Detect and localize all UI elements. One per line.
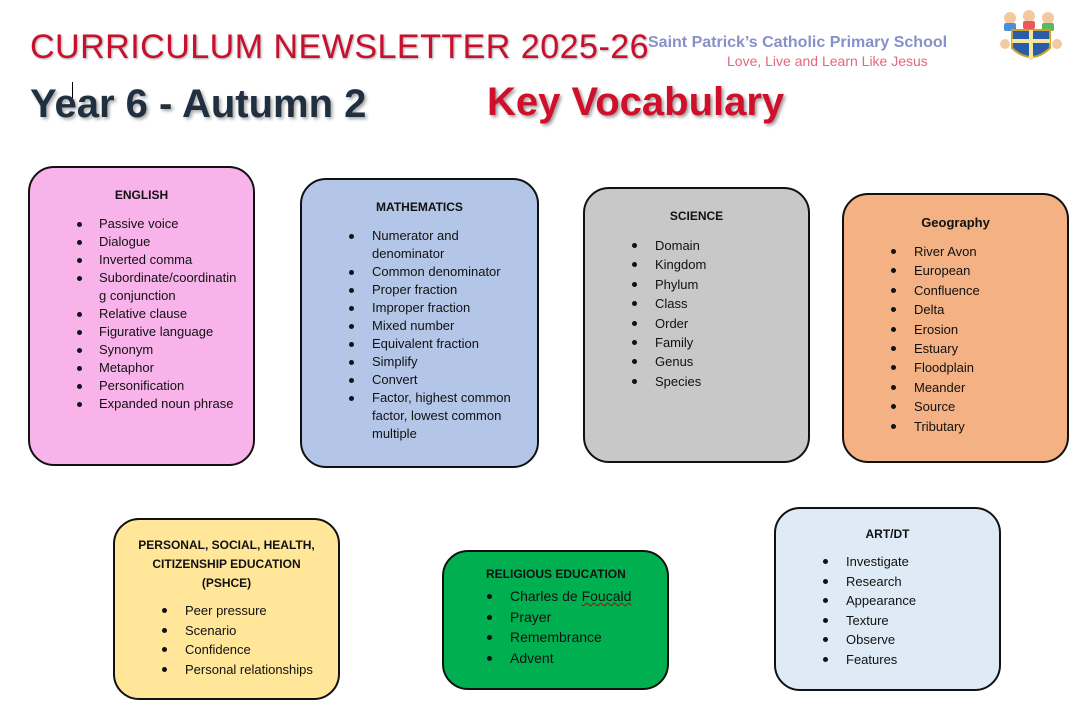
list-item bbox=[776, 611, 999, 631]
bullet-icon bbox=[891, 249, 896, 254]
list-item bbox=[30, 341, 239, 359]
list-item bbox=[30, 251, 239, 269]
list-item bbox=[585, 275, 808, 294]
mathematics-list bbox=[302, 227, 537, 443]
list-item-label: Family bbox=[655, 335, 694, 351]
religious-education-vocabulary-card bbox=[442, 550, 669, 690]
list-item-label: Estuary bbox=[914, 341, 959, 357]
list-item-label: Confidence bbox=[185, 642, 251, 657]
bullet-icon bbox=[162, 647, 167, 652]
list-item-label: Remembrance bbox=[510, 629, 602, 645]
list-item-label: Peer pressure bbox=[185, 603, 267, 618]
list-item-label: Convert bbox=[372, 372, 418, 387]
list-item-label: Observe bbox=[846, 632, 896, 647]
list-item-label: Proper fraction bbox=[372, 282, 458, 297]
list-item-label: Subordinate/coordinating conjunction bbox=[99, 270, 237, 303]
list-item-label: Appearance bbox=[846, 593, 917, 608]
list-item bbox=[844, 378, 1067, 397]
bullet-icon bbox=[77, 330, 82, 335]
bullet-icon bbox=[349, 378, 354, 383]
list-item-label: Confluence bbox=[914, 282, 980, 298]
bullet-icon bbox=[487, 656, 492, 661]
list-item-label: Source bbox=[914, 399, 956, 415]
pshce-list bbox=[115, 601, 338, 679]
list-item bbox=[844, 300, 1067, 319]
list-item-label: Simplify bbox=[372, 354, 418, 369]
list-item bbox=[30, 215, 239, 233]
bullet-icon bbox=[632, 282, 637, 287]
list-item-label: Factor, highest common factor, lowest common multiple bbox=[372, 390, 511, 441]
school-motto: Love, Live and Learn Like Jesus bbox=[727, 53, 928, 69]
list-item bbox=[585, 294, 808, 313]
bullet-icon bbox=[632, 243, 637, 248]
bullet-icon bbox=[349, 270, 354, 275]
list-item bbox=[844, 281, 1067, 300]
bullet-icon bbox=[891, 424, 896, 429]
list-item bbox=[844, 339, 1067, 358]
list-item-label: Passive voice bbox=[99, 216, 179, 231]
list-item bbox=[30, 395, 239, 413]
list-item-label: Equivalent fraction bbox=[372, 336, 479, 351]
art-dt-vocabulary-card bbox=[774, 507, 1001, 691]
list-item bbox=[585, 314, 808, 333]
list-item bbox=[115, 621, 338, 641]
bullet-icon bbox=[891, 385, 896, 390]
list-item bbox=[585, 255, 808, 274]
bullet-icon bbox=[891, 365, 896, 370]
bullet-icon bbox=[632, 301, 637, 306]
list-item bbox=[776, 630, 999, 650]
list-item-label: Scenario bbox=[185, 622, 237, 638]
bullet-icon bbox=[823, 637, 828, 642]
list-item-label: Charles de Foucald bbox=[510, 588, 632, 604]
bullet-icon bbox=[632, 262, 637, 267]
bullet-icon bbox=[162, 628, 167, 633]
bullet-icon bbox=[891, 346, 896, 351]
year-title: Year 6 - Autumn 2 bbox=[30, 82, 367, 126]
bullet-icon bbox=[77, 348, 82, 353]
bullet-icon bbox=[823, 579, 828, 584]
list-item-label: Texture bbox=[846, 612, 889, 628]
english-vocabulary-card bbox=[28, 166, 255, 466]
list-item bbox=[444, 586, 667, 607]
list-item bbox=[844, 397, 1067, 416]
spellcheck-underline: Foucald bbox=[581, 588, 632, 604]
list-item bbox=[115, 640, 338, 660]
bullet-icon bbox=[349, 306, 354, 311]
list-item bbox=[776, 650, 999, 670]
bullet-icon bbox=[77, 222, 82, 227]
list-item bbox=[302, 389, 522, 443]
list-item-label: Order bbox=[655, 315, 689, 331]
geography-vocabulary-card bbox=[842, 193, 1069, 463]
geography-list bbox=[844, 242, 1067, 436]
list-item bbox=[302, 299, 522, 317]
list-item-label: Floodplain bbox=[914, 360, 974, 376]
list-item bbox=[585, 372, 808, 391]
list-item bbox=[444, 627, 667, 648]
religious-education-heading: RELIGIOUS EDUCATION bbox=[486, 567, 626, 581]
bullet-icon bbox=[891, 404, 896, 409]
list-item bbox=[30, 377, 239, 395]
bullet-icon bbox=[823, 657, 828, 662]
list-item bbox=[776, 591, 999, 611]
bullet-icon bbox=[349, 342, 354, 347]
list-item-label: Improper fraction bbox=[372, 300, 471, 315]
list-item-label: Research bbox=[846, 573, 902, 589]
list-item-label: Delta bbox=[914, 302, 945, 318]
list-item bbox=[585, 236, 808, 255]
list-item-label: Common denominator bbox=[372, 264, 501, 279]
religious-education-list bbox=[444, 586, 667, 668]
list-item bbox=[302, 371, 522, 389]
list-item-label: Inverted comma bbox=[99, 252, 193, 267]
list-item-label: River Avon bbox=[914, 244, 977, 259]
list-item bbox=[302, 263, 522, 281]
list-item bbox=[444, 648, 667, 669]
bullet-icon bbox=[891, 307, 896, 312]
list-item bbox=[30, 359, 239, 377]
list-item bbox=[302, 281, 522, 299]
bullet-icon bbox=[823, 618, 828, 623]
list-item bbox=[302, 317, 522, 335]
english-list bbox=[30, 215, 253, 413]
list-item-label: Erosion bbox=[914, 321, 959, 337]
geography-heading: Geography bbox=[921, 215, 990, 230]
bullet-icon bbox=[77, 312, 82, 317]
list-item bbox=[30, 233, 239, 251]
bullet-icon bbox=[487, 635, 492, 640]
bullet-icon bbox=[823, 559, 828, 564]
list-item bbox=[30, 269, 239, 305]
list-item-label: Expanded noun phrase bbox=[99, 396, 234, 411]
science-heading: SCIENCE bbox=[669, 209, 724, 223]
bullet-icon bbox=[162, 608, 167, 613]
pshce-vocabulary-card bbox=[113, 518, 340, 700]
list-item-label: Class bbox=[655, 296, 688, 312]
list-item-label: Phylum bbox=[655, 276, 699, 292]
list-item-label: Personification bbox=[99, 378, 185, 393]
list-item bbox=[115, 660, 338, 680]
list-item bbox=[844, 417, 1067, 436]
bullet-icon bbox=[162, 667, 167, 672]
list-item-label: Dialogue bbox=[99, 234, 151, 249]
bullet-icon bbox=[77, 276, 82, 281]
bullet-icon bbox=[823, 598, 828, 603]
newsletter-title: CURRICULUM NEWSLETTER 2025-26 bbox=[30, 28, 650, 66]
english-heading: ENGLISH bbox=[114, 188, 169, 202]
bullet-icon bbox=[77, 366, 82, 371]
bullet-icon bbox=[891, 288, 896, 293]
science-vocabulary-card bbox=[583, 187, 810, 463]
pshce-heading: PERSONAL, SOCIAL, HEALTH, CITIZENSHIP EDUCATION (PSHCE) bbox=[138, 538, 315, 590]
list-item bbox=[30, 323, 239, 341]
list-item bbox=[585, 333, 808, 352]
bullet-icon bbox=[77, 240, 82, 245]
list-item bbox=[776, 552, 999, 572]
school-crest-logo bbox=[996, 8, 1066, 68]
mathematics-vocabulary-card bbox=[300, 178, 539, 468]
list-item-label: Numerator and denominator bbox=[372, 228, 459, 261]
bullet-icon bbox=[349, 288, 354, 293]
bullet-icon bbox=[632, 340, 637, 345]
list-item bbox=[585, 352, 808, 371]
list-item-label: Personal relationships bbox=[185, 661, 313, 677]
bullet-icon bbox=[891, 327, 896, 332]
list-item bbox=[302, 353, 522, 371]
list-item bbox=[844, 358, 1067, 377]
list-item-label: Genus bbox=[655, 354, 694, 370]
list-item-label: Synonym bbox=[99, 342, 154, 357]
list-item-label: Mixed number bbox=[372, 318, 455, 333]
bullet-icon bbox=[77, 258, 82, 263]
list-item bbox=[776, 572, 999, 592]
key-vocabulary-title: Key Vocabulary bbox=[487, 80, 785, 124]
list-item bbox=[30, 305, 239, 323]
list-item-label: European bbox=[914, 263, 971, 279]
list-item-label: Investigate bbox=[846, 554, 909, 569]
list-item bbox=[844, 320, 1067, 339]
bullet-icon bbox=[632, 359, 637, 364]
list-item-label: Figurative language bbox=[99, 324, 214, 339]
bullet-icon bbox=[487, 615, 492, 620]
list-item-label: Domain bbox=[655, 238, 700, 253]
bullet-icon bbox=[349, 396, 354, 401]
bullet-icon bbox=[487, 594, 492, 599]
bullet-icon bbox=[891, 268, 896, 273]
list-item-label: Relative clause bbox=[99, 306, 188, 321]
list-item bbox=[115, 601, 338, 621]
science-list bbox=[585, 236, 808, 391]
list-item bbox=[302, 227, 522, 263]
list-item-label: Tributary bbox=[914, 418, 965, 434]
bullet-icon bbox=[632, 321, 637, 326]
bullet-icon bbox=[77, 402, 82, 407]
list-item-label: Metaphor bbox=[99, 360, 154, 375]
list-item bbox=[844, 261, 1067, 280]
bullet-icon bbox=[632, 379, 637, 384]
art-dt-list bbox=[776, 552, 999, 669]
list-item bbox=[444, 607, 667, 628]
list-item-label: Meander bbox=[914, 379, 966, 395]
bullet-icon bbox=[349, 324, 354, 329]
list-item-label: Kingdom bbox=[655, 257, 707, 273]
list-item-label: Prayer bbox=[510, 608, 552, 625]
bullet-icon bbox=[349, 360, 354, 365]
list-item-label: Species bbox=[655, 373, 702, 389]
bullet-icon bbox=[77, 384, 82, 389]
list-item-label: Advent bbox=[510, 649, 554, 666]
art-dt-heading: ART/DT bbox=[865, 527, 910, 541]
mathematics-heading: MATHEMATICS bbox=[376, 200, 463, 214]
list-item bbox=[844, 242, 1067, 261]
school-name: Saint Patrick’s Catholic Primary School bbox=[648, 34, 948, 51]
list-item bbox=[302, 335, 522, 353]
bullet-icon bbox=[349, 234, 354, 239]
list-item-label: Features bbox=[846, 651, 898, 667]
